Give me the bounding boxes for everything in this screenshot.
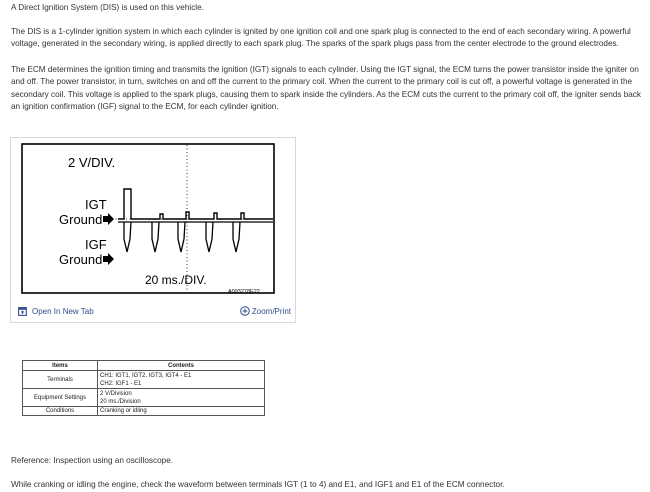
reference-paragraph: Reference: Inspection using an oscilloscope.	[11, 456, 174, 465]
table-header-items: Items	[23, 361, 98, 371]
intro-paragraph: A Direct Ignition System (DIS) is used on this vehicle.	[11, 3, 204, 12]
table-row	[23, 389, 265, 407]
time-div-label: 20 ms./DIV.	[145, 273, 207, 287]
igf-label: IGF	[85, 237, 107, 252]
open-in-new-tab-icon	[18, 307, 27, 316]
zoom-plus-icon	[240, 306, 250, 316]
igt-label: IGT	[85, 197, 107, 212]
dis-paragraph: The DIS is a 1-cylinder ignition system in which each cylinder is ignited by one ignition coil and one spark plug is connected to the end of each secondary wiring. A powerful voltage, generated in the secondary wiring, is applied directly to each spark plug. The sparks of the spark plugs pass from the center electrode to the ground electrodes.	[11, 27, 631, 49]
table-cell-content: 2 V/Division 20 ms./Division	[98, 389, 265, 407]
table-cell-item: Conditions	[23, 407, 98, 416]
table-row	[23, 407, 265, 416]
zoom-print-link[interactable]	[240, 306, 291, 316]
table-cell-content: Cranking or idling	[98, 407, 265, 416]
igf-ground-label: Ground	[59, 252, 103, 267]
table-cell-content: CH1: IGT1, IGT2, IGT3, IGT4 - E1 CH2: IGF1 - E1	[98, 371, 265, 389]
table-header-contents: Contents	[98, 361, 265, 371]
instruction-paragraph: While cranking or idling the engine, check the waveform between terminals IGT (1 to 4) and E1, and IGF1 and E1 of the ECM connector.	[11, 480, 505, 489]
volt-div-label: 2 V/DIV.	[68, 155, 116, 170]
zoom-print-label: Zoom/Print	[251, 306, 291, 316]
open-in-new-tab-link[interactable]	[18, 307, 94, 316]
table-cell-item: Terminals	[23, 371, 98, 389]
figure-id-label: A093278E22	[228, 289, 260, 295]
figure-actions-bar	[11, 304, 295, 320]
waveform-figure	[10, 137, 296, 323]
equipment-settings-table	[22, 360, 265, 416]
oscilloscope-diagram	[21, 143, 283, 299]
table-header-row	[23, 361, 265, 371]
igt-ground-label: Ground	[59, 212, 103, 227]
ecm-paragraph: The ECM determines the ignition timing and transmits the ignition (IGT) signals to each cylinder. Using the IGT signal, the ECM turns the power transistor inside the igniter on and off. The power transistor, in turn, switches on and off the current to the primary coil. When the current to the primary coil is cut off, a powerful voltage is generated in the secondary coil. This voltage is applied to the spark plugs, causing them to spark inside the cylinders. As the ECM cuts the current to the primary coil off, the igniter sends back an ignition confirmation (IGF) signal to the ECM, for each cylinder ignition.	[11, 65, 641, 112]
open-in-new-tab-label: Open In New Tab	[32, 307, 94, 316]
table-cell-item: Equipment Settings	[23, 389, 98, 407]
table-row	[23, 371, 265, 389]
